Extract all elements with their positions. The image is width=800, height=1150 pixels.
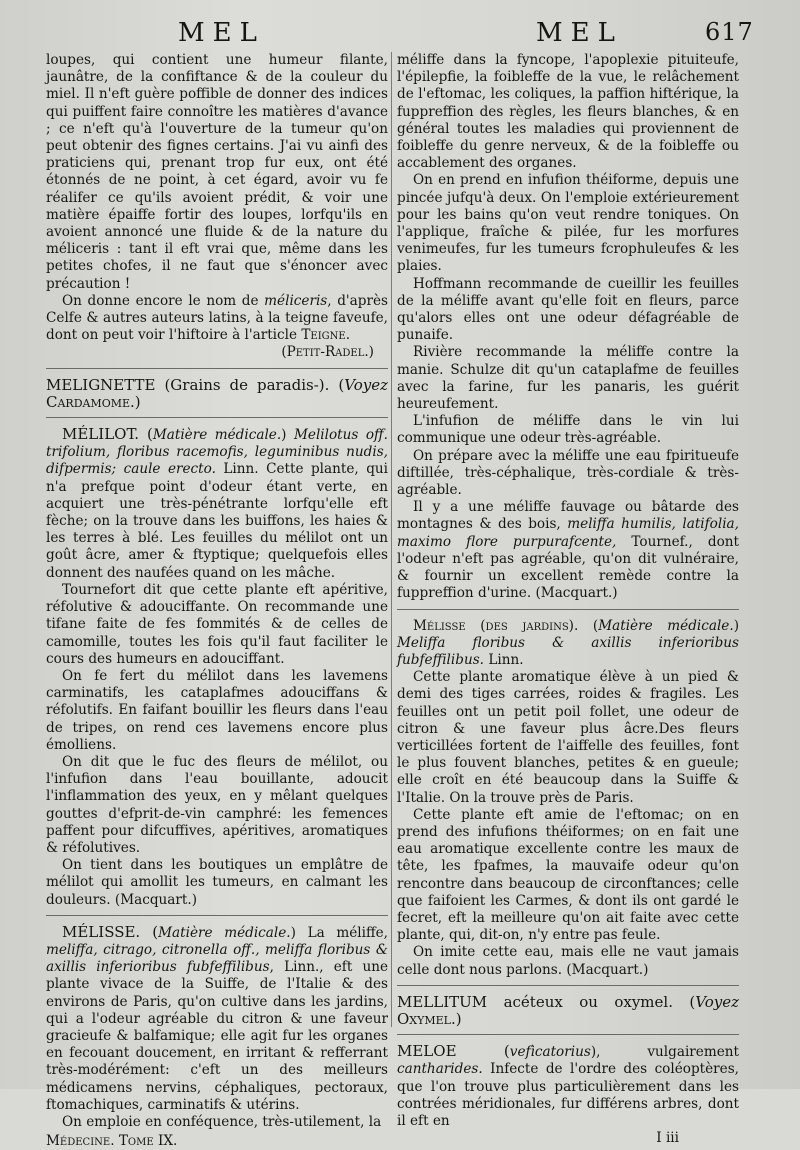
paragraph: On en prend en infufion théiforme, depuis une pincée jufqu'à deux. On l'emploie extérieurement pour les bains qu'on veut rendre toniques. On l'applique, fraîche & pilée, fur les morfures venimeufes, fur les tumeurs fcrophuleufes & les plaies. [397,172,739,275]
author-signature: (Petit-Radel.) [281,344,374,361]
entry-melisse: MÉLISSE. (Matière médicale.) La méliffe, meliffa, citrago, citronella off., meliffa floribus & axillis inferioribus fubfeffilibus, Linn., eft une plante vivace de la Suiffe, de l'Italie & des environs de Paris, qu'on cultive dans les jardins, qui a l'odeur agréable du citron & une faveur gracieufe & balfamique; elle agit fur les organes en fecouant doucement, en irritant & refferrant très-modérément: c'eft un des meilleurs médicamens nervins, céphaliques, pectoraux, ftomachiques, carminatifs & utérins. [46,922,388,1113]
paragraph: Cette plante aromatique élève à un pied & demi des tiges carrées, roides & fragiles. Les feuilles ont un petit poil follet, une odeur de citron & une faveur plus âcre.Des fleurs verticillées fortent de l'aiffelle des feuilles, font le plus fouvent blanches, petites & en gueule; elle croît en été beaucoup dans la Suiffe & l'Italie. On la trouve près de Paris. [397,669,739,806]
paragraph: Cette plante eft amie de l'eftomac; on en prend des infufions théiformes; on en fait une eau aromatique excellente contre les maux de tête, les fpafmes, la mauvaife odeur qu'on rencontre dans beaucoup de circonftances; celle que faifoient les Carmes, & dont ils ont gardé le fecret, eft la meilleure qu'on ait faite avec cette plante, qui, dit-on, n'y entre pas feule. [397,806,739,944]
paragraph: On donne encore le nom de méliceris, d'après Celfe & autres auteurs latins, à la teigne faveufe, dont on peut voir l'hiftoire à l'article Teigne. [46,292,388,344]
entry-separator [46,915,388,916]
paragraph: Il y a une méliffe fauvage ou bâtarde des montagnes & des bois, meliffa humilis, latifolia, maximo flore purpurafcente, Tournef., dont l'odeur n'eft pas agréable, qu'on dit vulnéraire, & fournir un excellent remède contre la fuppreffion d'urine. (Macquart.) [397,499,739,602]
paragraph: Tournefort dit que cette plante eft apéritive, réfolutive & adouciffante. On recommande une tifane faite de fes fommités & de celles de camomille, toutes les fois qu'il faut faciliter le cours des humeurs en adouciffant. [46,581,388,667]
entry-separator [46,368,388,369]
right-column [397,52,739,1147]
entry-separator [397,985,739,986]
entry-mellitum: MELLITUM acéteux ou oxymel. (Voyez Oxymel.) [397,992,739,1028]
column-rule [391,52,392,1027]
paragraph: Hoffmann recommande de cueillir les feuilles de la méliffe avant qu'elle foit en fleurs, parce qu'alors elles ont une odeur défagréable de punaife. [397,275,739,344]
volume-footer: Médecine. Tome IX. [46,1133,178,1150]
running-head-left: MEL [178,18,265,48]
entry-melisse-jardins: Mélisse (des jardins). (Matière médicale.) Meliffa floribus & axillis inferioribus fubfeffilibus. Linn. [397,617,739,668]
paragraph: On fe fert du mélilot dans les lavemens carminatifs, les cataplafmes adouciffans & réfolutifs. En faifant bouillir les fleurs dans l'eau de tripes, on rend ces lavemens encore plus émolliens. [46,667,388,753]
paragraph: méliffe dans la fyncope, l'apoplexie pituiteufe, l'épilepfie, la foibleffe de la vue, le relâchement de l'eftomac, les coliques, la paffion hiftérique, la fuppreffion des règles, les fleurs blanches, & en général toutes les maladies qui proviennent de foibleffe du genre nerveux, & de la foibleffe ou accablement des organes. [397,52,739,172]
entry-separator [46,417,388,418]
paragraph: On prépare avec la méliffe une eau fpiritueufe diftillée, très-céphalique, très-cordiale & très-agréable. [397,447,739,499]
running-head-right: MEL [536,18,623,48]
paragraph: loupes, qui contient une humeur filante, jaunâtre, de la confiftance & de la couleur du miel. Il n'eft guère poffible de donner des indices qui puiffent faire connoître les matières d'avance ; ce n'eft qu'à l'ouverture de la tumeur qu'on peut obtenir des fignes certains. J'ai vu ainfi des praticiens qui, prenant trop fur eux, ont été étonnés de ne point, à cet égard, avoir vu fe réalifer ce qu'ils avoient prédit, & voir une matière épaiffe fortir des loupes, lorfqu'ils en avoient annoncé une fluide & de la nature du méliceris : tant il eft vrai que, même dans les petites chofes, il ne faut que s'énoncer avec précaution ! [46,52,388,292]
signature-mark: I iii [656,1130,679,1147]
left-column [46,52,388,1150]
paragraph: On emploie en conféquence, très-utilement, la [62,1113,382,1130]
entry-melignette: MELIGNETTE (Grains de paradis-). (Voyez Cardamome.) [46,375,388,411]
entry-melilot: MÉLILOT. (Matière médicale.) Melilotus off. trifolium, floribus racemofis, leguminibus nudis, difpermis; caule erecto. Linn. Cette plante, qui n'a prefque point d'odeur étant verte, en acquiert une très-pénétrante lorfqu'elle eft fèche; on la trouve dans les buiffons, les haies & les terres à blé. Les feuilles du mélilot ont un goût âcre, amer & ftyptique; quelquefois elles donnent des naufées quand on les mâche. [46,425,389,581]
paragraph: L'infufion de méliffe dans le vin lui communique une odeur très-agréable. [397,413,739,447]
paragraph: On imite cette eau, mais elle ne vaut jamais celle dont nous parlons. (Macquart.) [397,944,739,978]
paragraph: Rivière recommande la méliffe contre la manie. Schulze dit qu'un cataplafme de feuilles avec la farine, fur les panaris, les guérit heureufement. [397,344,739,413]
entry-separator [397,609,739,610]
paragraph: On dit que le fuc des fleurs de mélilot, ou l'infufion dans l'eau bouillante, adoucit l'inflammation des yeux, en y mêlant quelques gouttes d'efprit-de-vin camphré: les femences paffent pour difcuffives, apéritives, aromatiques & réfolutives. [46,753,388,856]
paragraph: On tient dans les boutiques un emplâtre de mélilot qui amollit les tumeurs, en calmant les douleurs. (Macquart.) [46,857,388,908]
entry-separator [397,1034,739,1035]
page-number: 617 [705,18,754,46]
entry-meloe: MELOE (vefìcatorius), vulgairement cantharides. Infecte de l'ordre des coléoptères, que l'on trouve plus particulièrement dans les contrées méridionales, fur différens arbres, dont il eft en [397,1042,740,1129]
